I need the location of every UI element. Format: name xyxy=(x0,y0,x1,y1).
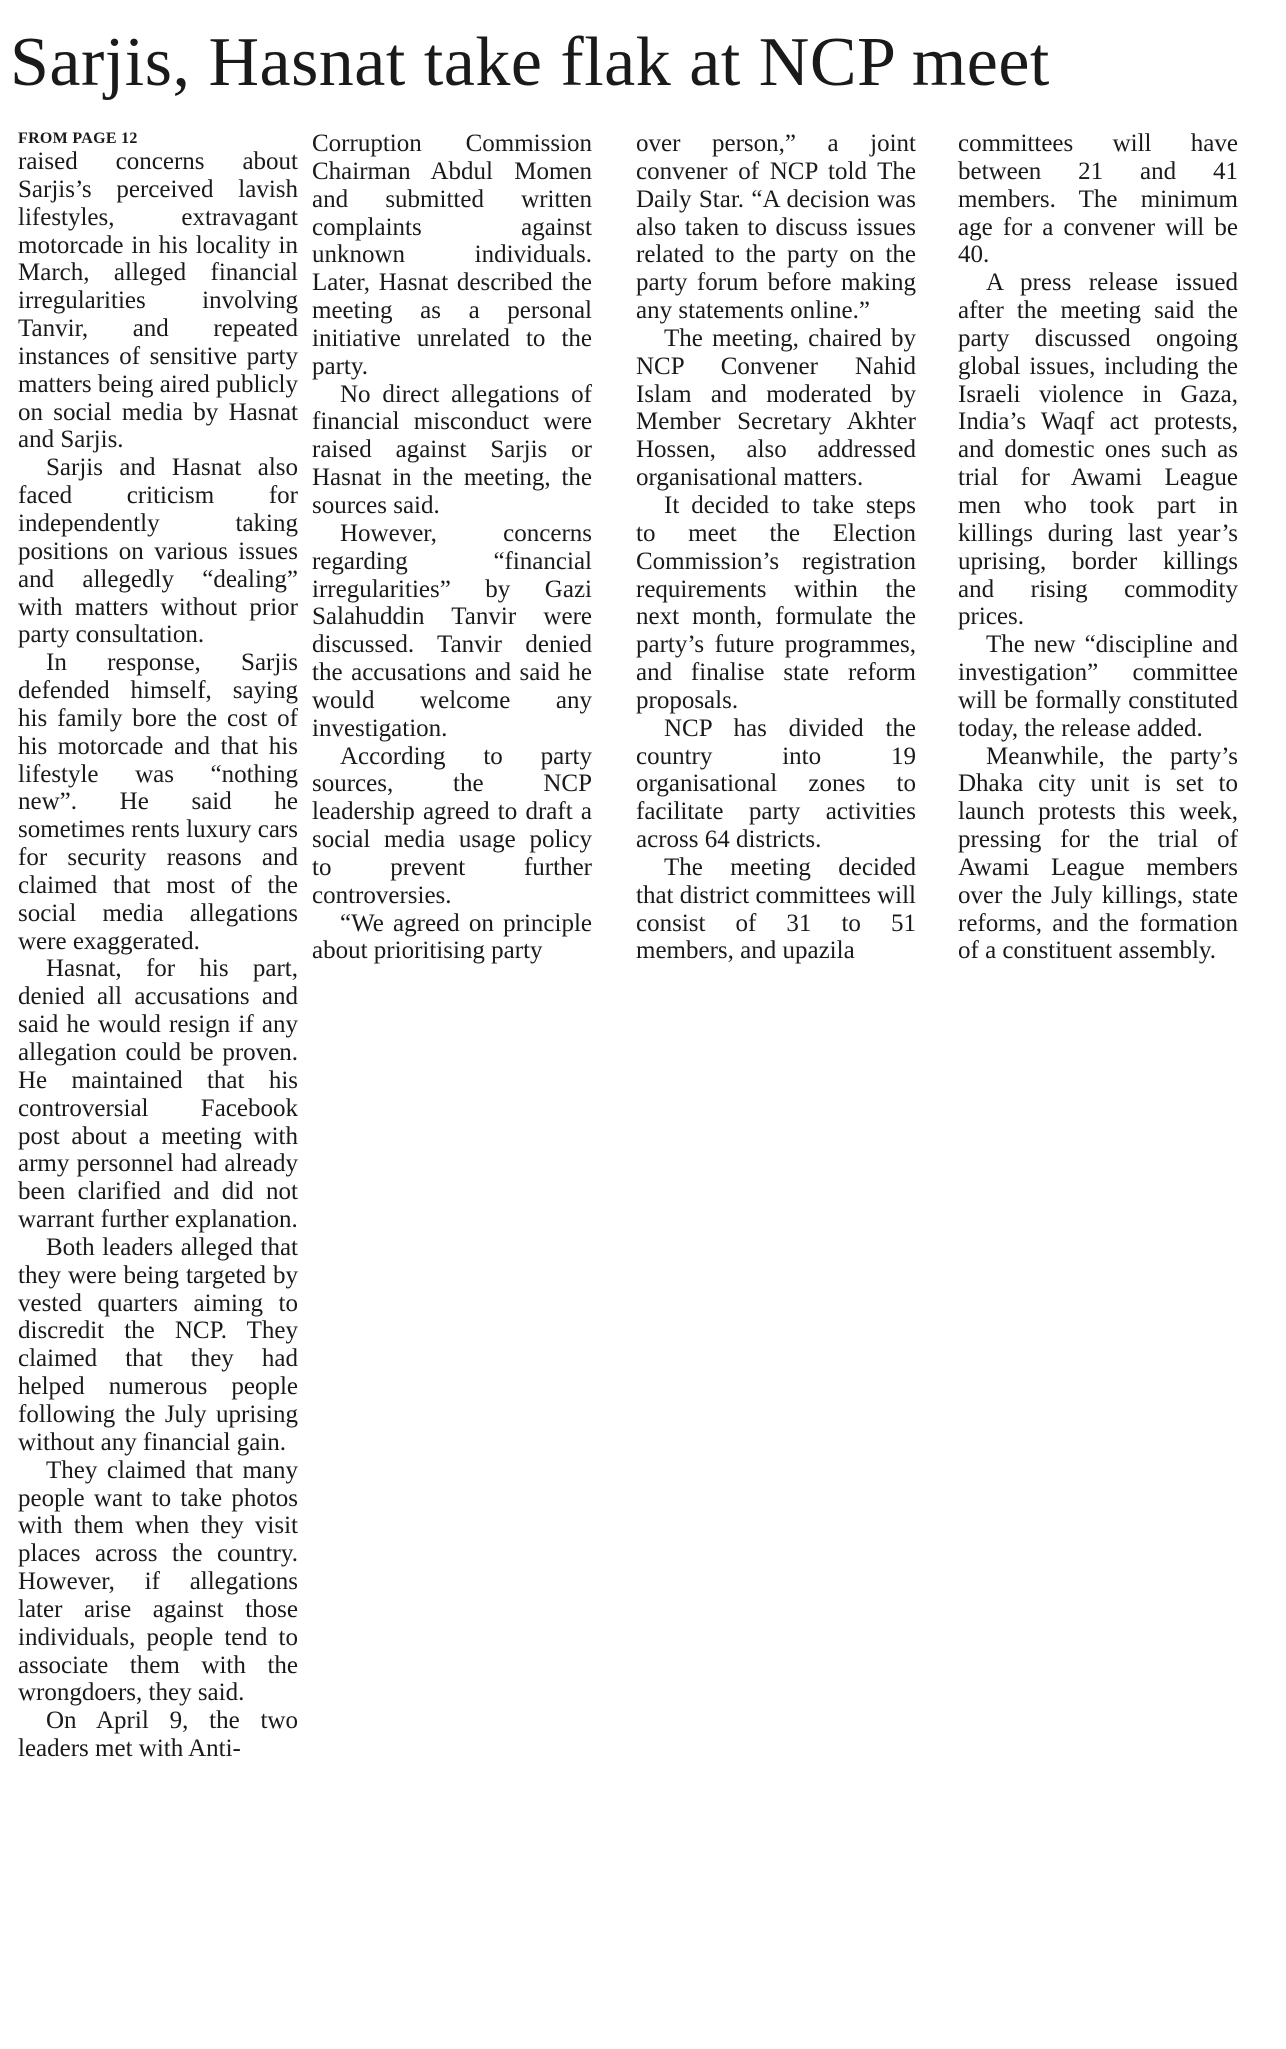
paragraph: The new “discipline and investigation” committee will be formally constituted today, the release added. xyxy=(958,631,1238,742)
paragraph: committees will have between 21 and 41 members. The minimum age for a convener will be 40. xyxy=(958,130,1238,269)
paragraph: NCP has divided the country into 19 organisational zones to facilitate party activities across 64 districts. xyxy=(636,714,916,854)
paragraph: “We agreed on principle about prioritising party xyxy=(312,909,592,965)
article-column-3 xyxy=(636,130,916,965)
paragraph: They claimed that many people want to take photos with them when they visit places across the country. However, if allegations later arise against those individuals, people tend to associate them with the wrongdoers, they said. xyxy=(18,1456,298,1707)
paragraph: Corruption Commission Chairman Abdul Momen and submitted written complaints against unknown individuals. Later, Hasnat described the meeting as a personal initiative unrelated to the party. xyxy=(312,130,592,380)
paragraph: The meeting decided that district committees will consist of 31 to 51 members, and upazila xyxy=(636,853,916,965)
continuation-kicker: FROM PAGE 12 xyxy=(18,130,138,147)
paragraph: A press release issued after the meeting said the party discussed ongoing global issues, including the Israeli violence in Gaza, India’s Waqf act protests, and domestic ones such as trial for Awami League men who took part in killings during last year’s uprising, border killings and rising commodity prices. xyxy=(958,269,1238,631)
paragraph: On April 9, the two leaders met with Anti- xyxy=(18,1707,298,1763)
paragraph: However, concerns regarding “financial irregularities” by Gazi Salahuddin Tanvir were discussed. Tanvir denied the accusations and said he would welcome any investigation. xyxy=(312,519,592,742)
paragraph: Both leaders alleged that they were being targeted by vested quarters aiming to discredit the NCP. They claimed that they had helped numerous people following the July uprising without any financial gain. xyxy=(18,1233,298,1456)
article-column-2 xyxy=(312,130,592,965)
paragraph: In response, Sarjis defended himself, saying his family bore the cost of his motorcade and that his lifestyle was “nothing new”. He said he sometimes rents luxury cars for security reasons and claimed that most of the social media allegations were exaggerated. xyxy=(18,649,298,955)
paragraph: According to party sources, the NCP leadership agreed to draft a social media usage policy to prevent further controversies. xyxy=(312,742,592,909)
paragraph: It decided to take steps to meet the Election Commission’s registration requirements within the next month, formulate the party’s future programmes, and finalise state reform proposals. xyxy=(636,491,916,714)
paragraph: No direct allegations of financial misconduct were raised against Sarjis or Hasnat in the meeting, the sources said. xyxy=(312,380,592,519)
paragraph: Hasnat, for his part, denied all accusations and said he would resign if any allegation could be proven. He maintained that his controversial Facebook post about a meeting with army personnel had already been clarified and did not warrant further explanation. xyxy=(18,955,298,1234)
paragraph: Sarjis and Hasnat also faced criticism for independently taking positions on various issues and allegedly “dealing” with matters without prior party consultation. xyxy=(18,454,298,649)
paragraph: raised concerns about Sarjis’s perceived lavish lifestyles, extravagant motorcade in his locality in March, alleged financial irregularities involving Tanvir, and repeated instances of sensitive party matters being aired publicly on social media by Hasnat and Sarjis. xyxy=(18,148,298,454)
article-column-1 xyxy=(18,130,298,1763)
paragraph: Meanwhile, the party’s Dhaka city unit is set to launch protests this week, pressing for the trial of Awami League members over the July killings, state reforms, and the formation of a constituent assembly. xyxy=(958,742,1238,965)
paragraph: over person,” a joint convener of NCP told The Daily Star. “A decision was also taken to discuss issues related to the party on the party forum before making any statements online.” xyxy=(636,130,916,325)
paragraph: The meeting, chaired by NCP Convener Nahid Islam and moderated by Member Secretary Akhter Hossen, also addressed organisational matters. xyxy=(636,324,916,492)
article-column-4 xyxy=(958,130,1238,965)
headline: Sarjis, Hasnat take flak at NCP meet xyxy=(10,24,1050,101)
